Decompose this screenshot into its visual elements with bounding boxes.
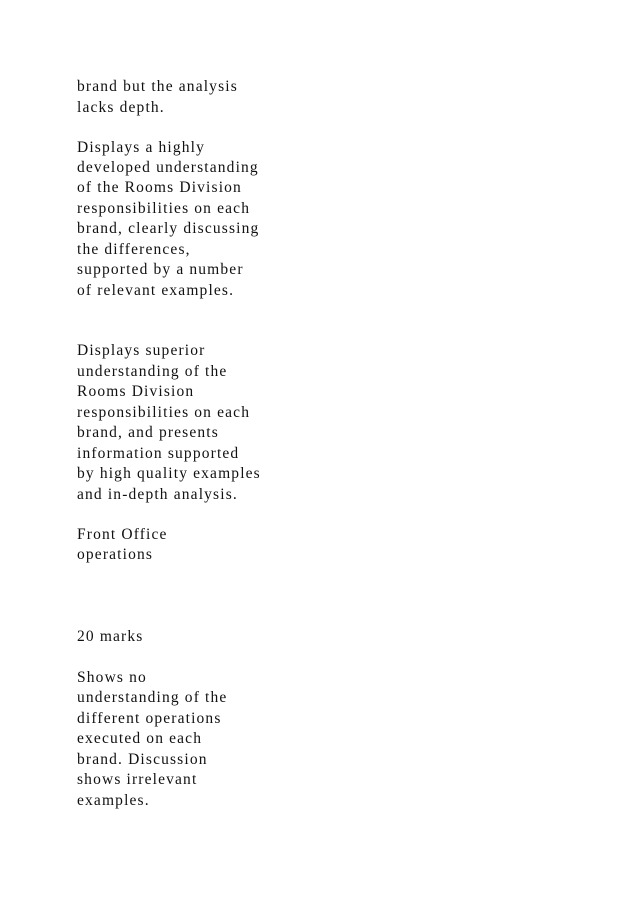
text-line: Rooms Division — [77, 383, 195, 400]
text-line: responsibilities on each — [77, 200, 251, 217]
text-line: by high quality examples — [77, 465, 261, 482]
text-line: Shows no — [77, 669, 147, 686]
text-line: the differences, — [77, 241, 191, 258]
text-line: Displays superior — [77, 342, 206, 359]
text-line: understanding of the — [77, 689, 228, 706]
text-line: and in-depth analysis. — [77, 486, 238, 503]
text-line: brand, and presents — [77, 424, 219, 441]
text-line: of relevant examples. — [77, 282, 235, 299]
text-line: shows irrelevant — [77, 771, 198, 788]
text-line: understanding of the — [77, 363, 228, 380]
section-heading-line: Front Office — [77, 526, 168, 543]
text-line: brand but the analysis — [77, 78, 238, 95]
text-line: developed understanding — [77, 159, 259, 176]
marks-label: 20 marks — [77, 628, 144, 645]
text-line: supported by a number — [77, 261, 244, 278]
text-line: executed on each — [77, 730, 203, 747]
text-line: of the Rooms Division — [77, 179, 242, 196]
section-heading-line: operations — [77, 546, 154, 563]
text-line: responsibilities on each — [77, 404, 251, 421]
text-line: Displays a highly — [77, 139, 206, 156]
text-line: different operations — [77, 710, 222, 727]
text-line: lacks depth. — [77, 99, 165, 116]
text-line: brand, clearly discussing — [77, 220, 260, 237]
text-line: brand. Discussion — [77, 751, 208, 768]
text-line: examples. — [77, 792, 150, 809]
text-line: information supported — [77, 445, 240, 462]
